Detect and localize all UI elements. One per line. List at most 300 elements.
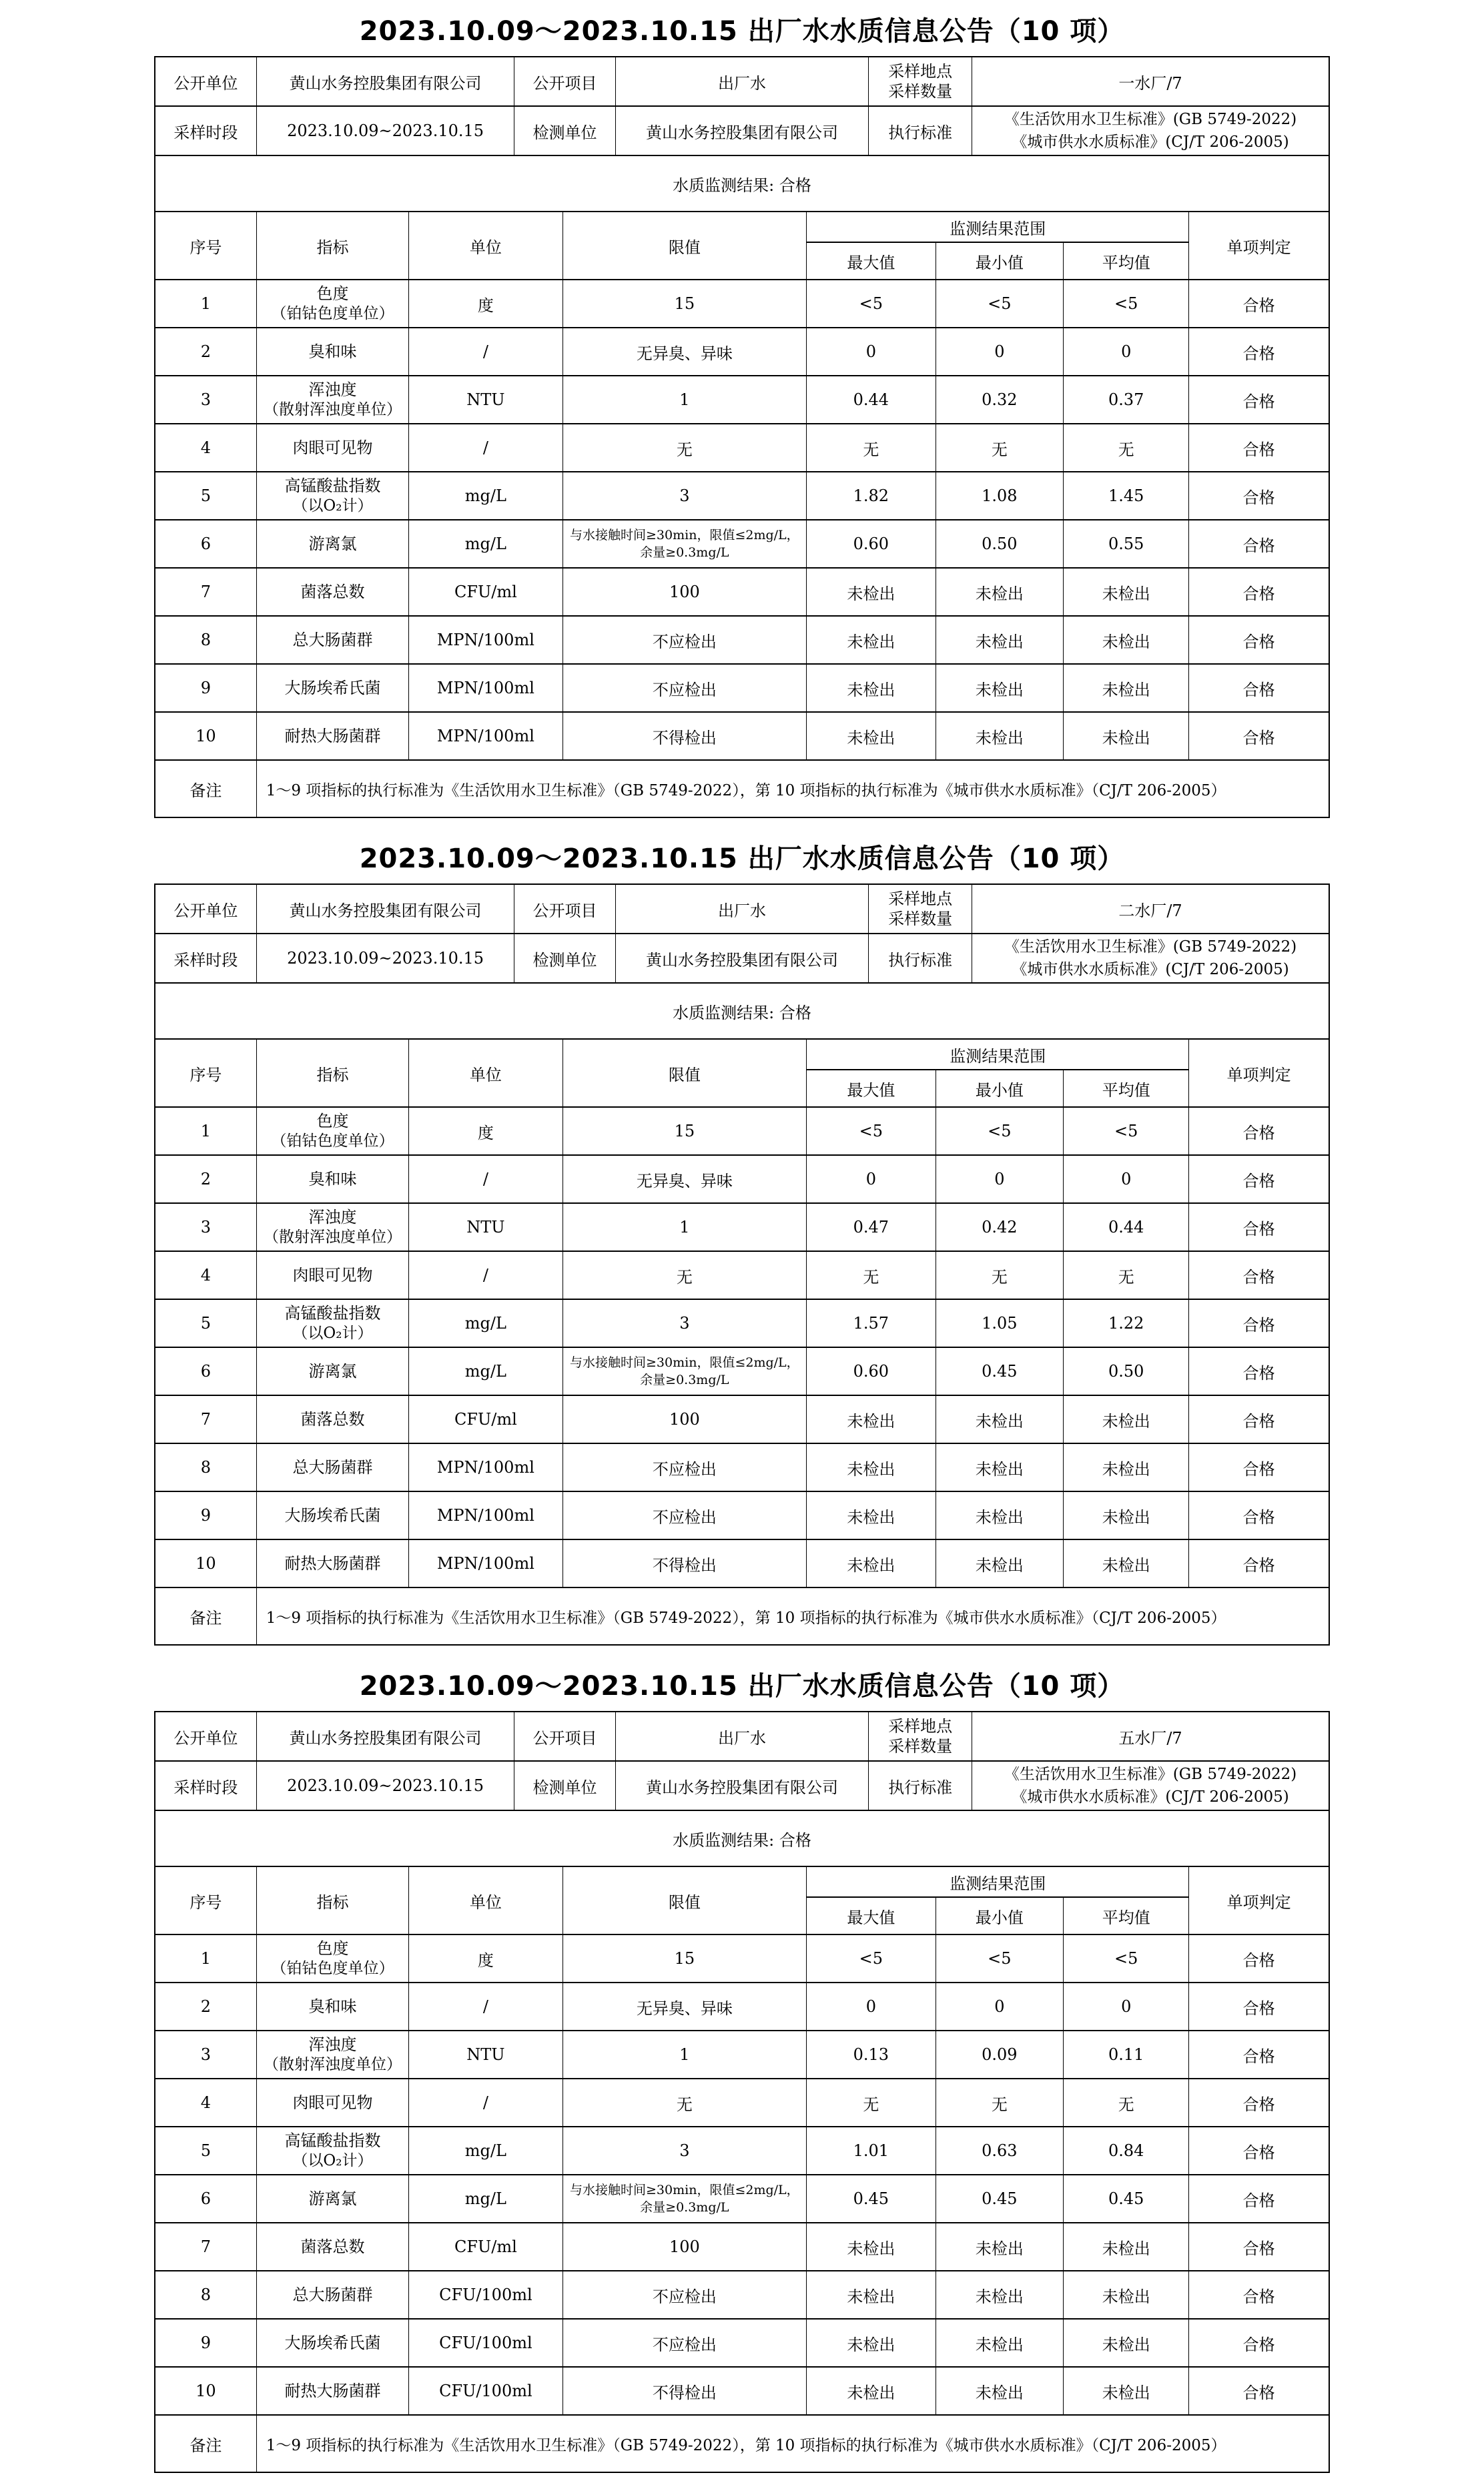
label-sampling-count: 采样数量 — [888, 1737, 953, 1756]
cell-avg: 未检出 — [1064, 712, 1189, 760]
col-header-indicator: 指标 — [256, 1866, 409, 1934]
indicator-subname: （铂钴色度单位） — [271, 1960, 394, 1977]
cell-judge: 合格 — [1189, 1107, 1329, 1155]
indicator-row — [155, 2079, 1329, 2127]
label-sampling — [869, 1712, 972, 1761]
indicator-name: 大肠埃希氏菌 — [284, 1506, 381, 1525]
indicator-subname: （散射浑浊度单位） — [263, 2056, 402, 2073]
indicator-name: 菌落总数 — [300, 2237, 365, 2256]
col-header-seq: 序号 — [155, 1039, 256, 1107]
cell-indicator — [256, 2175, 409, 2223]
limit-line-1: 15 — [674, 1949, 695, 1968]
indicator-row — [155, 616, 1329, 664]
cell-avg: 0.44 — [1064, 1203, 1189, 1251]
cell-avg: 0.37 — [1064, 376, 1189, 424]
indicator-row — [155, 376, 1329, 424]
col-header-limit: 限值 — [563, 1039, 807, 1107]
cell-judge: 合格 — [1189, 280, 1329, 328]
company-value: 黄山水务控股集团有限公司 — [256, 1712, 514, 1761]
limit-line-1: 15 — [674, 294, 695, 313]
period-value: 2023.10.09~2023.10.15 — [256, 106, 514, 155]
cell-judge: 合格 — [1189, 2031, 1329, 2079]
cell-avg: 未检出 — [1064, 2271, 1189, 2319]
cell-max: 0 — [807, 1155, 936, 1203]
cell-max: 未检出 — [807, 664, 936, 712]
cell-indicator — [256, 712, 409, 760]
indicator-subname: （铂钴色度单位） — [271, 305, 394, 322]
indicator-row — [155, 568, 1329, 616]
cell-limit — [563, 2223, 807, 2271]
cell-max: 1.82 — [807, 472, 936, 520]
cell-limit — [563, 2319, 807, 2367]
cell-max: 0 — [807, 328, 936, 376]
cell-unit: mg/L — [409, 472, 563, 520]
indicator-name: 色度 — [316, 1112, 349, 1130]
standard-line-1: 《生活饮用水卫生标准》(GB 5749-2022) — [1004, 938, 1297, 956]
col-header-range: 监测结果范围 — [807, 1866, 1189, 1897]
col-header-avg: 平均值 — [1064, 1897, 1189, 1934]
cell-max: 未检出 — [807, 1395, 936, 1443]
cell-indicator — [256, 280, 409, 328]
cell-avg: 无 — [1064, 1251, 1189, 1299]
cell-indicator — [256, 2223, 409, 2271]
sampling-location-value: 一水厂/7 — [972, 57, 1329, 106]
col-header-max: 最大值 — [807, 242, 936, 280]
cell-min: 未检出 — [936, 1395, 1064, 1443]
indicator-name: 浑浊度 — [308, 380, 357, 399]
indicator-row — [155, 1299, 1329, 1347]
cell-indicator — [256, 2319, 409, 2367]
cell-min: 未检出 — [936, 1539, 1064, 1587]
cell-avg: 1.22 — [1064, 1299, 1189, 1347]
indicator-name: 游离氯 — [308, 2189, 357, 2208]
cell-min: 未检出 — [936, 1443, 1064, 1491]
cell-min: 0 — [936, 1155, 1064, 1203]
cell-avg: <5 — [1064, 280, 1189, 328]
label-remark: 备注 — [155, 1587, 256, 1644]
cell-avg: 未检出 — [1064, 616, 1189, 664]
indicator-row — [155, 424, 1329, 472]
limit-line-1: 无 — [676, 1267, 693, 1287]
limit-line-1: 无异臭、异味 — [636, 1999, 733, 2018]
cell-max: 1.01 — [807, 2127, 936, 2175]
col-header-seq: 序号 — [155, 212, 256, 280]
cell-judge: 合格 — [1189, 2319, 1329, 2367]
info-table — [155, 885, 1329, 982]
cell-max: 0.45 — [807, 2175, 936, 2223]
indicator-row — [155, 1539, 1329, 1587]
cell-seq: 4 — [155, 424, 256, 472]
cell-seq: 8 — [155, 616, 256, 664]
col-header-unit: 单位 — [409, 1039, 563, 1107]
indicator-rows — [155, 1107, 1329, 1644]
cell-judge: 合格 — [1189, 1934, 1329, 1983]
indicator-table — [155, 211, 1329, 817]
indicator-row — [155, 1443, 1329, 1491]
cell-unit: CFU/100ml — [409, 2271, 563, 2319]
cell-avg: 0.55 — [1064, 520, 1189, 568]
cell-min: 无 — [936, 424, 1064, 472]
col-header-seq: 序号 — [155, 1866, 256, 1934]
cell-min: 未检出 — [936, 664, 1064, 712]
cell-unit: mg/L — [409, 2127, 563, 2175]
cell-judge: 合格 — [1189, 472, 1329, 520]
standard-line-1: 《生活饮用水卫生标准》(GB 5749-2022) — [1004, 111, 1297, 128]
cell-max: 未检出 — [807, 616, 936, 664]
cell-max: 0.13 — [807, 2031, 936, 2079]
col-header-range: 监测结果范围 — [807, 212, 1189, 242]
cell-limit — [563, 2127, 807, 2175]
cell-min: 0.50 — [936, 520, 1064, 568]
water-quality-table — [154, 883, 1330, 1646]
cell-max: 未检出 — [807, 2319, 936, 2367]
cell-unit: NTU — [409, 376, 563, 424]
company-value: 黄山水务控股集团有限公司 — [256, 57, 514, 106]
cell-min: 未检出 — [936, 568, 1064, 616]
limit-line-1: 3 — [679, 2141, 690, 2160]
cell-judge: 合格 — [1189, 2079, 1329, 2127]
cell-min: 0.45 — [936, 1347, 1064, 1395]
cell-avg: 0 — [1064, 1983, 1189, 2031]
cell-seq: 2 — [155, 1155, 256, 1203]
cell-seq: 8 — [155, 1443, 256, 1491]
cell-indicator — [256, 1299, 409, 1347]
period-value: 2023.10.09~2023.10.15 — [256, 1761, 514, 1810]
cell-judge: 合格 — [1189, 1299, 1329, 1347]
cell-unit: CFU/ml — [409, 2223, 563, 2271]
cell-min: <5 — [936, 280, 1064, 328]
cell-judge: 合格 — [1189, 376, 1329, 424]
cell-unit: MPN/100ml — [409, 1491, 563, 1539]
limit-line-1: 不应检出 — [652, 680, 717, 699]
limit-line-2: 余量≥0.3mg/L — [640, 1373, 729, 1387]
indicator-name: 浑浊度 — [308, 1208, 357, 1226]
indicator-row — [155, 2127, 1329, 2175]
cell-judge: 合格 — [1189, 1155, 1329, 1203]
cell-max: 未检出 — [807, 1491, 936, 1539]
indicator-name: 臭和味 — [308, 342, 357, 361]
cell-judge: 合格 — [1189, 1983, 1329, 2031]
cell-avg: <5 — [1064, 1934, 1189, 1983]
water-quality-table — [154, 56, 1330, 818]
label-sampling-count: 采样数量 — [888, 910, 953, 928]
indicator-row — [155, 1395, 1329, 1443]
indicator-table — [155, 1038, 1329, 1644]
cell-judge: 合格 — [1189, 1251, 1329, 1299]
cell-judge: 合格 — [1189, 568, 1329, 616]
cell-indicator — [256, 2367, 409, 2415]
cell-indicator — [256, 1539, 409, 1587]
cell-min: 无 — [936, 2079, 1064, 2127]
cell-avg: 未检出 — [1064, 2319, 1189, 2367]
remark-value: 1～9 项指标的执行标准为《生活饮用水卫生标准》（GB 5749-2022），第 10 项指标的执行标准为《城市供水水质标准》（CJ/T 206-2005） — [256, 760, 1329, 817]
cell-indicator — [256, 1491, 409, 1539]
standard-line-1: 《生活饮用水卫生标准》(GB 5749-2022) — [1004, 1766, 1297, 1783]
indicator-subname: （以O₂计） — [292, 1325, 373, 1342]
col-header-limit: 限值 — [563, 1866, 807, 1934]
cell-min: <5 — [936, 1934, 1064, 1983]
label-company: 公开单位 — [155, 57, 256, 106]
cell-avg: 无 — [1064, 424, 1189, 472]
overall-result: 水质监测结果: 合格 — [155, 1810, 1329, 1866]
lab-value: 黄山水务控股集团有限公司 — [615, 1761, 869, 1810]
cell-judge: 合格 — [1189, 2127, 1329, 2175]
cell-min: 1.08 — [936, 472, 1064, 520]
indicator-row — [155, 1934, 1329, 1983]
cell-max: 未检出 — [807, 1539, 936, 1587]
cell-avg: 0.45 — [1064, 2175, 1189, 2223]
cell-avg: <5 — [1064, 1107, 1189, 1155]
cell-seq: 7 — [155, 568, 256, 616]
indicator-row — [155, 520, 1329, 568]
indicator-name: 色度 — [316, 284, 349, 303]
cell-avg: 无 — [1064, 2079, 1189, 2127]
cell-unit: NTU — [409, 2031, 563, 2079]
indicator-subname: （铂钴色度单位） — [271, 1132, 394, 1150]
notice-block — [154, 842, 1330, 1646]
cell-min: 0 — [936, 1983, 1064, 2031]
cell-max: 0 — [807, 1983, 936, 2031]
limit-line-1: 不应检出 — [652, 1507, 717, 1527]
indicator-name: 肉眼可见物 — [292, 1266, 373, 1285]
label-lab: 检测单位 — [514, 934, 615, 982]
label-sampling-location: 采样地点 — [888, 890, 953, 908]
cell-seq: 6 — [155, 520, 256, 568]
notice-block — [154, 1670, 1330, 2473]
label-project: 公开项目 — [514, 1712, 615, 1761]
cell-unit: / — [409, 1155, 563, 1203]
limit-line-1: 不应检出 — [652, 2335, 717, 2354]
cell-seq: 3 — [155, 2031, 256, 2079]
cell-unit: 度 — [409, 280, 563, 328]
cell-seq: 1 — [155, 1107, 256, 1155]
indicator-row — [155, 2223, 1329, 2271]
indicator-name: 色度 — [316, 1939, 349, 1958]
cell-limit — [563, 712, 807, 760]
cell-seq: 4 — [155, 2079, 256, 2127]
cell-min: 1.05 — [936, 1299, 1064, 1347]
cell-unit: MPN/100ml — [409, 664, 563, 712]
cell-limit — [563, 2271, 807, 2319]
cell-indicator — [256, 1155, 409, 1203]
cell-judge: 合格 — [1189, 2175, 1329, 2223]
indicator-row — [155, 1203, 1329, 1251]
indicator-name: 游离氯 — [308, 1362, 357, 1381]
notice-block — [154, 0, 1330, 818]
cell-judge: 合格 — [1189, 2367, 1329, 2415]
limit-line-1: 100 — [669, 583, 700, 601]
limit-line-1: 不得检出 — [652, 2383, 717, 2402]
cell-limit — [563, 328, 807, 376]
cell-limit — [563, 2031, 807, 2079]
sampling-location-value: 五水厂/7 — [972, 1712, 1329, 1761]
label-lab: 检测单位 — [514, 106, 615, 155]
project-value: 出厂水 — [615, 57, 869, 106]
label-project: 公开项目 — [514, 57, 615, 106]
sampling-location-value: 二水厂/7 — [972, 885, 1329, 934]
cell-indicator — [256, 2271, 409, 2319]
cell-avg: 未检出 — [1064, 2223, 1189, 2271]
cell-judge: 合格 — [1189, 2223, 1329, 2271]
remark-value: 1～9 项指标的执行标准为《生活饮用水卫生标准》（GB 5749-2022），第 10 项指标的执行标准为《城市供水水质标准》（CJ/T 206-2005） — [256, 2415, 1329, 2472]
project-value: 出厂水 — [615, 885, 869, 934]
remark-row — [155, 1587, 1329, 1644]
cell-unit: / — [409, 1983, 563, 2031]
indicator-subname: （以O₂计） — [292, 497, 373, 514]
limit-line-1: 100 — [669, 1410, 700, 1429]
cell-seq: 5 — [155, 1299, 256, 1347]
cell-indicator — [256, 520, 409, 568]
cell-indicator — [256, 472, 409, 520]
indicator-row — [155, 1491, 1329, 1539]
cell-max: 0.60 — [807, 1347, 936, 1395]
cell-limit — [563, 1934, 807, 1983]
cell-seq: 9 — [155, 664, 256, 712]
cell-unit: / — [409, 2079, 563, 2127]
cell-unit: CFU/100ml — [409, 2319, 563, 2367]
cell-min: 0.42 — [936, 1203, 1064, 1251]
label-lab: 检测单位 — [514, 1761, 615, 1810]
standard-value — [972, 106, 1329, 155]
overall-result: 水质监测结果: 合格 — [155, 982, 1329, 1038]
cell-unit: CFU/100ml — [409, 2367, 563, 2415]
cell-min: 0.32 — [936, 376, 1064, 424]
cell-unit: 度 — [409, 1107, 563, 1155]
cell-indicator — [256, 1251, 409, 1299]
cell-limit — [563, 1347, 807, 1395]
cell-indicator — [256, 568, 409, 616]
indicator-subname: （以O₂计） — [292, 2152, 373, 2169]
limit-line-1: 无异臭、异味 — [636, 1171, 733, 1190]
cell-limit — [563, 1107, 807, 1155]
cell-unit: CFU/ml — [409, 1395, 563, 1443]
cell-min: 0.45 — [936, 2175, 1064, 2223]
limit-line-1: 1 — [679, 390, 690, 409]
indicator-row — [155, 328, 1329, 376]
label-sampling-location: 采样地点 — [888, 1717, 953, 1736]
label-standard: 执行标准 — [869, 934, 972, 982]
indicator-name: 高锰酸盐指数 — [284, 1304, 381, 1323]
label-period: 采样时段 — [155, 934, 256, 982]
indicator-row — [155, 1983, 1329, 2031]
col-header-limit: 限值 — [563, 212, 807, 280]
limit-line-1: 100 — [669, 2237, 700, 2256]
cell-judge: 合格 — [1189, 712, 1329, 760]
cell-unit: mg/L — [409, 1299, 563, 1347]
col-header-min: 最小值 — [936, 1070, 1064, 1107]
cell-indicator — [256, 376, 409, 424]
indicator-row — [155, 2175, 1329, 2223]
cell-limit — [563, 280, 807, 328]
indicator-rows — [155, 280, 1329, 817]
cell-seq: 9 — [155, 1491, 256, 1539]
cell-seq: 5 — [155, 472, 256, 520]
cell-unit: MPN/100ml — [409, 616, 563, 664]
col-header-judge: 单项判定 — [1189, 212, 1329, 280]
cell-unit: MPN/100ml — [409, 1443, 563, 1491]
cell-avg: 0.11 — [1064, 2031, 1189, 2079]
limit-line-1: 与水接触时间≥30min，限值≤2mg/L， — [570, 1355, 799, 1370]
limit-line-1: 1 — [679, 1218, 690, 1236]
cell-unit: CFU/ml — [409, 568, 563, 616]
remark-row — [155, 2415, 1329, 2472]
col-header-avg: 平均值 — [1064, 242, 1189, 280]
cell-unit: MPN/100ml — [409, 712, 563, 760]
company-value: 黄山水务控股集团有限公司 — [256, 885, 514, 934]
indicator-subname: （散射浑浊度单位） — [263, 401, 402, 418]
cell-limit — [563, 616, 807, 664]
cell-avg: 未检出 — [1064, 1443, 1189, 1491]
cell-max: 1.57 — [807, 1299, 936, 1347]
cell-max: <5 — [807, 280, 936, 328]
cell-unit: NTU — [409, 1203, 563, 1251]
indicator-row — [155, 280, 1329, 328]
cell-min: 未检出 — [936, 712, 1064, 760]
cell-max: 0.44 — [807, 376, 936, 424]
limit-line-2: 余量≥0.3mg/L — [640, 545, 729, 560]
indicator-name: 菌落总数 — [300, 1410, 365, 1429]
cell-unit: / — [409, 328, 563, 376]
cell-judge: 合格 — [1189, 1443, 1329, 1491]
standard-line-2: 《城市供水水质标准》(CJ/T 206-2005) — [1012, 961, 1289, 978]
label-company: 公开单位 — [155, 1712, 256, 1761]
indicator-row — [155, 664, 1329, 712]
indicator-row — [155, 472, 1329, 520]
limit-line-1: 无 — [676, 440, 693, 459]
limit-line-1: 3 — [679, 1314, 690, 1333]
cell-limit — [563, 1443, 807, 1491]
indicator-name: 肉眼可见物 — [292, 2093, 373, 2112]
cell-seq: 1 — [155, 1934, 256, 1983]
cell-indicator — [256, 1443, 409, 1491]
cell-limit — [563, 1203, 807, 1251]
col-header-judge: 单项判定 — [1189, 1039, 1329, 1107]
cell-seq: 7 — [155, 1395, 256, 1443]
cell-indicator — [256, 616, 409, 664]
limit-line-1: 1 — [679, 2045, 690, 2064]
cell-max: 未检出 — [807, 2367, 936, 2415]
project-value: 出厂水 — [615, 1712, 869, 1761]
cell-avg: 未检出 — [1064, 568, 1189, 616]
indicator-name: 总大肠菌群 — [292, 1458, 373, 1477]
cell-seq: 2 — [155, 1983, 256, 2031]
col-header-max: 最大值 — [807, 1070, 936, 1107]
cell-unit: / — [409, 1251, 563, 1299]
cell-limit — [563, 1539, 807, 1587]
cell-indicator — [256, 2127, 409, 2175]
cell-indicator — [256, 1395, 409, 1443]
col-header-indicator: 指标 — [256, 212, 409, 280]
cell-seq: 8 — [155, 2271, 256, 2319]
cell-limit — [563, 376, 807, 424]
limit-line-1: 与水接触时间≥30min，限值≤2mg/L， — [570, 528, 799, 543]
indicator-name: 肉眼可见物 — [292, 438, 373, 457]
indicator-row — [155, 1155, 1329, 1203]
cell-seq: 3 — [155, 376, 256, 424]
col-header-unit: 单位 — [409, 1866, 563, 1934]
cell-unit: MPN/100ml — [409, 1539, 563, 1587]
cell-judge: 合格 — [1189, 2271, 1329, 2319]
cell-judge: 合格 — [1189, 1347, 1329, 1395]
cell-unit: mg/L — [409, 2175, 563, 2223]
indicator-row — [155, 2367, 1329, 2415]
limit-line-1: 不应检出 — [652, 2287, 717, 2306]
period-value: 2023.10.09~2023.10.15 — [256, 934, 514, 982]
limit-line-1: 3 — [679, 486, 690, 505]
indicator-name: 臭和味 — [308, 1170, 357, 1188]
cell-limit — [563, 1491, 807, 1539]
cell-seq: 3 — [155, 1203, 256, 1251]
